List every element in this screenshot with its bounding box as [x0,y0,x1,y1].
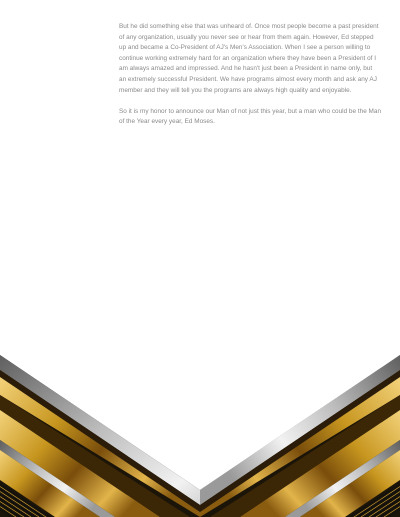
gold-chevron-border [0,355,400,517]
letter-paragraph-1: But he did something else that was unheard of. Once most people become a past president of any organization, usually you never see or hear from them again. However, Ed stepped up and became a Co-President of AJ's Men's Association. When I see a person willing to continue working extremely hard for an organization where they have been a President of I am always amazed and impressed. And he hasn't just been a President in name only, but an extremely successful President. We have programs almost every month and ask any AJ member and they will tell you the programs are always high quality and enjoyable. [119,23,379,94]
letter-body [119,22,381,139]
letter-paragraph-2: So it is my honor to announce our Man of not just this year, but a man who could be the Man of the Year every year, Ed Moses. [119,107,382,126]
